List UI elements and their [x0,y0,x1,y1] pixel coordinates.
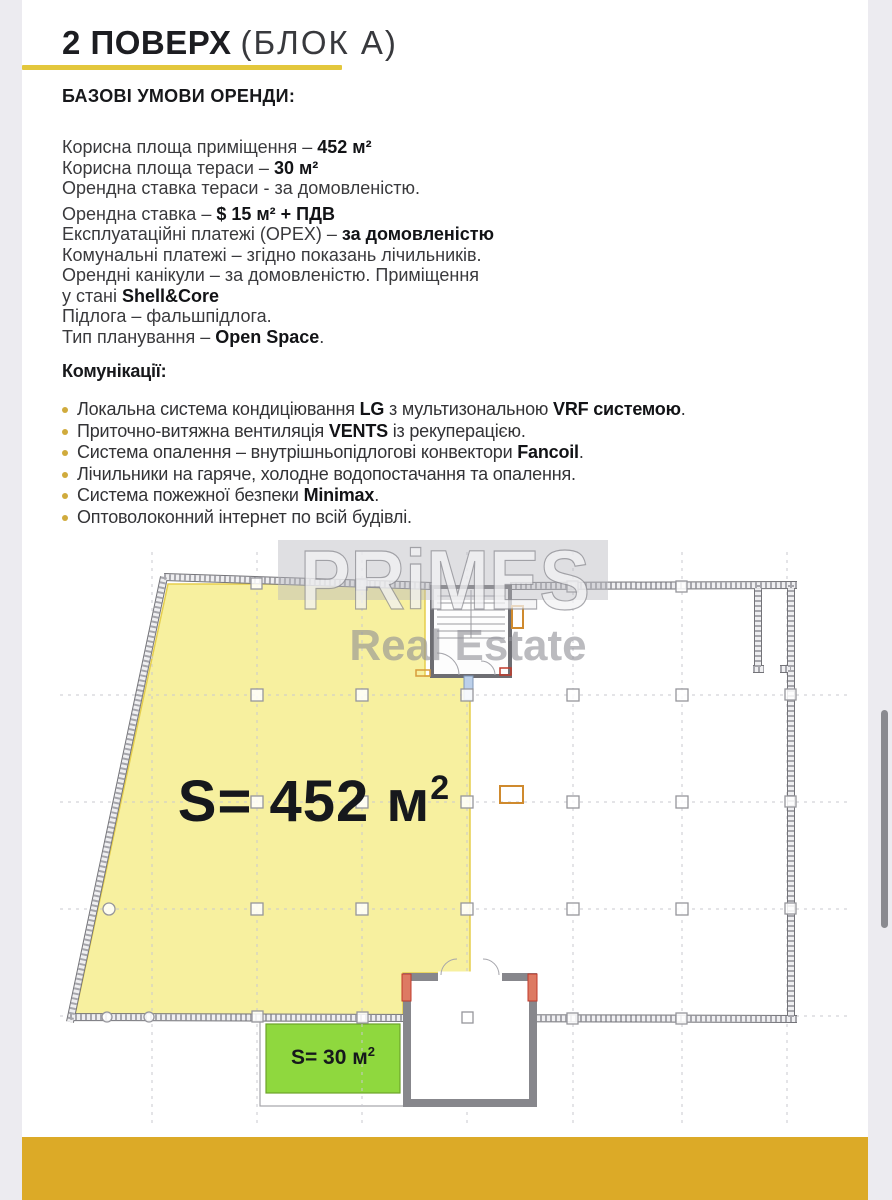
bullet-dot-icon [62,472,68,478]
communications-item: Система опалення – внутрішньопідлогові конвектори Fancoil. [62,442,822,464]
watermark-line2: Real Estate [349,621,587,670]
terrace-area-label: S= 30 $м^2$ [290,1044,376,1069]
bullet-dot-icon [62,429,68,435]
main-area-label: S= 452 $м^2$ [177,769,451,834]
terms-line: Експлуатаційні платежі (OPEX) – за домовленістю [62,224,494,244]
bullet-dot-icon [62,450,68,456]
page-title [62,24,398,62]
terms-line: Орендна ставка – $ 15 м² + ПДВ [62,203,335,224]
terms-line: у стані Shell&Core [62,285,220,306]
scrollbar-thumb[interactable] [881,710,888,928]
shaft-outline-mid [500,786,523,803]
terms-line: Корисна площа приміщення – 452 м² [62,137,372,157]
door-frame-red-right [528,974,537,1001]
terms-line: Орендна ставка тераси - за домовленістю. [62,178,420,198]
footer-accent-bar [22,1137,868,1200]
communications-item: Лічильники на гаряче, холодне водопостачання та опалення. [62,464,822,486]
door-frame-red-left [402,974,411,1001]
bullet-dot-icon [62,515,68,521]
page-title-sub: (БЛОК А) [240,24,398,61]
terms-line: Комунальні платежі – згідно показань лічильників. [62,244,482,265]
communications-heading: Комунікації: [62,361,167,381]
communications-item: Приточно-витяжна вентиляція VENTS із рекуперацією. [62,421,822,443]
communications-item: Локальна система кондиціювання LG з мультизональною VRF системою. [62,399,822,421]
terms-lines [62,137,602,347]
communications-list [62,399,822,529]
floor-plan [22,528,868,1138]
bullet-dot-icon [62,493,68,499]
terms-line: Корисна площа тераси – 30 м² [62,157,319,178]
pdf-page [22,0,868,1200]
communications-item: Система пожежної безпеки Minimax. [62,485,822,507]
terms-heading: БАЗОВІ УМОВИ ОРЕНДИ: [62,86,296,106]
communications-item: Оптоволоконний інтернет по всій будівлі. [62,507,822,529]
terms-line: Підлога – фальшпідлога. [62,306,272,326]
page-title-main: 2 ПОВЕРХ [62,24,232,61]
terms-line: Тип планування – Open Space. [62,326,325,347]
entrance-core [402,959,537,1103]
title-underline [22,65,342,70]
terms-line: Орендні канікули – за домовленістю. Приміщення [62,265,480,285]
bullet-dot-icon [62,407,68,413]
watermark-brand: PRiMES [300,533,590,627]
